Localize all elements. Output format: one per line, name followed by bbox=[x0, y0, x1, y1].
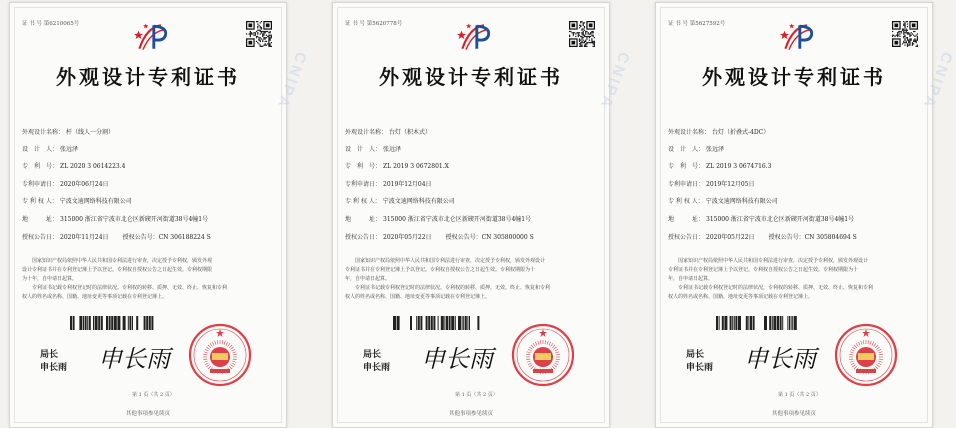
field-label: 专 利 号： bbox=[345, 163, 382, 170]
field-value: 宁波文迪网络科技有限公司 bbox=[382, 198, 455, 205]
qr-code-icon bbox=[246, 21, 272, 47]
director-block bbox=[363, 349, 390, 375]
certificate-field bbox=[345, 127, 597, 136]
field-value: 2020年05月22日 bbox=[383, 234, 432, 241]
notice-line: 专利证书记载专利权登记时的法律状况。专利权的转移、质押、无效、终止、恢复和专利 bbox=[32, 285, 228, 291]
field-label: 设 计 人： bbox=[668, 146, 705, 153]
director-signature: 申长雨 bbox=[98, 345, 170, 373]
field-label: 外观设计名称： bbox=[345, 129, 388, 136]
field-label: 专 利 号： bbox=[668, 163, 705, 170]
field-value: 2019年12月04日 bbox=[383, 181, 432, 188]
patent-certificate bbox=[9, 2, 310, 428]
field-label: 专利申请日： bbox=[345, 181, 382, 188]
field-value: 2020年11月24日 bbox=[60, 234, 109, 241]
field-extra: 授权公告号：CN 305800000 S bbox=[445, 234, 534, 241]
field-value: 2020年05月22日 bbox=[706, 234, 755, 241]
certificate-field bbox=[22, 161, 274, 170]
notice-line: 国家知识产权局依照中华人民共和国专利法进行审查，决定授予专利权，颁发外观设计 bbox=[678, 258, 869, 264]
certificate-title: 外观设计专利证书 bbox=[379, 65, 563, 89]
notice-line: 专利证书并在专利登记簿上予以登记。专利权自授权公告之日起生效。专利权期限为十 bbox=[668, 267, 859, 273]
certificate-number: 证 书 号 第6210065号 bbox=[22, 21, 80, 27]
field-label: 地 址： bbox=[668, 216, 705, 223]
official-seal-icon bbox=[834, 323, 898, 387]
field-label: 设 计 人： bbox=[22, 146, 59, 153]
field-value: 宁波文迪网络科技有限公司 bbox=[705, 198, 778, 205]
cnipa-watermark: CNIPA bbox=[918, 49, 956, 113]
barcode-icon bbox=[716, 315, 802, 329]
director-name: 申长雨 bbox=[40, 363, 68, 373]
cnipa-watermark: CNIPA bbox=[272, 49, 310, 113]
qr-code-icon bbox=[892, 21, 918, 47]
field-label: 授权公告日： bbox=[22, 234, 59, 241]
certificate-field bbox=[668, 161, 920, 170]
director-block bbox=[40, 349, 67, 375]
field-value: ZL 2019 3 0674716.3 bbox=[706, 163, 772, 170]
director-title: 局长 bbox=[686, 350, 705, 360]
certificate-field bbox=[345, 196, 597, 205]
field-label: 地 址： bbox=[345, 216, 382, 223]
notice-line: 年，自申请日起算。 bbox=[345, 276, 391, 282]
notice-line: 设计专利证书并在专利登记簿上予以登记。专利权自授权公告之日起生效。专利权期限 bbox=[22, 267, 213, 273]
field-label: 授权公告日： bbox=[345, 234, 382, 241]
field-label: 外观设计名称： bbox=[22, 129, 65, 136]
field-value: ZL 2020 3 0614223.4 bbox=[60, 163, 126, 170]
certificate-footer: 其他事项参见续页 bbox=[125, 411, 170, 417]
qr-code-icon bbox=[569, 21, 595, 47]
page-mark: 第 1 页（共 2 页） bbox=[778, 392, 821, 398]
certificate-field bbox=[22, 144, 274, 153]
field-value: 315000 浙江省宁波市北仑区新碶开河街道38号4幢1号 bbox=[706, 216, 855, 223]
certificate-field bbox=[345, 161, 597, 170]
certificate-field bbox=[668, 214, 920, 223]
certificate-number: 证 书 号 第5627592号 bbox=[668, 21, 726, 27]
director-name: 申长雨 bbox=[686, 363, 714, 373]
notice-line: 专利证书记载专利权登记时的法律状况。专利权的转移、质押、无效、终止、恢复和专利 bbox=[678, 285, 874, 291]
certificate-footer: 其他事项参见续页 bbox=[448, 411, 493, 417]
director-title: 局长 bbox=[40, 350, 59, 360]
barcode-icon bbox=[70, 315, 156, 329]
certificate-field bbox=[22, 214, 274, 223]
certificate-field bbox=[22, 179, 274, 188]
barcode-icon bbox=[393, 315, 479, 329]
certificate-field bbox=[668, 127, 920, 136]
notice-line: 为十年，自申请日起算。 bbox=[22, 276, 78, 282]
field-label: 专 利 权 人： bbox=[345, 198, 381, 205]
certificate-field bbox=[22, 127, 274, 136]
notice-line: 国家知识产权局依照中华人民共和国专利法进行审查，决定授予专利权，颁发外观设计 bbox=[355, 258, 546, 264]
field-label: 专 利 权 人： bbox=[22, 198, 58, 205]
certificate-field bbox=[345, 144, 597, 153]
field-label: 专利申请日： bbox=[22, 181, 59, 188]
field-label: 授权公告日： bbox=[668, 234, 705, 241]
field-value: 张远泽 bbox=[383, 146, 402, 153]
certificate-field bbox=[668, 232, 920, 241]
cnipa-logo-icon bbox=[134, 21, 170, 53]
field-label: 地 址： bbox=[22, 216, 59, 223]
page-mark: 第 1 页（共 2 页） bbox=[132, 392, 175, 398]
notice-line: 专利证书并在专利登记簿上予以登记。专利权自授权公告之日起生效。专利权期限为十 bbox=[345, 267, 536, 273]
field-value: 2019年12月05日 bbox=[706, 181, 755, 188]
field-extra: 授权公告号：CN 305804694 S bbox=[768, 234, 857, 241]
director-name: 申长雨 bbox=[363, 363, 391, 373]
field-value: 台灯（折叠式-4DC） bbox=[712, 129, 770, 136]
field-value: 台灯（积木式） bbox=[389, 129, 432, 136]
patent-certificate bbox=[655, 2, 956, 428]
director-title: 局长 bbox=[363, 350, 382, 360]
notice-line: 权人的姓名或名称、国籍、地址变更等事项记载在专利登记簿上。 bbox=[668, 294, 814, 300]
certificate-title: 外观设计专利证书 bbox=[702, 65, 886, 89]
page-mark: 第 1 页（共 2 页） bbox=[455, 392, 498, 398]
cnipa-watermark: CNIPA bbox=[595, 49, 633, 113]
certificate-number: 证 书 号 第5620778号 bbox=[345, 21, 403, 27]
field-value: 宁波文迪网络科技有限公司 bbox=[59, 198, 132, 205]
director-block bbox=[686, 349, 713, 375]
certificate-field bbox=[668, 179, 920, 188]
certificate-field bbox=[345, 232, 597, 241]
notice-line: 专利证书记载专利权登记时的法律状况。专利权的转移、质押、无效、终止、恢复和专利 bbox=[355, 285, 551, 291]
field-label: 专 利 权 人： bbox=[668, 198, 704, 205]
official-seal-icon bbox=[511, 323, 575, 387]
certificate-field bbox=[668, 144, 920, 153]
certificate-field bbox=[22, 196, 274, 205]
field-label: 外观设计名称： bbox=[668, 129, 711, 136]
notice-line: 年，自申请日起算。 bbox=[668, 276, 714, 282]
cnipa-logo-icon bbox=[780, 21, 816, 53]
certificate-field bbox=[668, 196, 920, 205]
cnipa-logo-icon bbox=[457, 21, 493, 53]
field-value: 张远泽 bbox=[706, 146, 725, 153]
official-seal-icon bbox=[188, 323, 252, 387]
field-label: 专利申请日： bbox=[668, 181, 705, 188]
field-label: 专 利 号： bbox=[22, 163, 59, 170]
certificate-field bbox=[345, 214, 597, 223]
patent-certificate bbox=[332, 2, 633, 428]
field-value: 2020年06月24日 bbox=[60, 181, 109, 188]
field-value: 315000 浙江省宁波市北仑区新碶开河街道38号4幢1号 bbox=[383, 216, 532, 223]
notice-line: 国家知识产权局依照中华人民共和国专利法进行审查，决定授予专利权，颁发外观 bbox=[32, 258, 213, 264]
notice-line: 权人的姓名或名称、国籍、地址变更等事项记载在专利登记簿上。 bbox=[22, 294, 168, 300]
director-signature: 申长雨 bbox=[744, 345, 816, 373]
field-value: ZL 2019 3 0672801.X bbox=[383, 163, 449, 170]
certificate-footer: 其他事项参见续页 bbox=[771, 411, 816, 417]
field-value: 张远泽 bbox=[60, 146, 79, 153]
certificate-field bbox=[22, 232, 274, 241]
field-extra: 授权公告号：CN 306188224 S bbox=[122, 234, 211, 241]
notice-line: 权人的姓名或名称、国籍、地址变更等事项记载在专利登记簿上。 bbox=[345, 294, 491, 300]
certificate-title: 外观设计专利证书 bbox=[56, 65, 240, 89]
field-value: 杆（线人一分割） bbox=[66, 129, 115, 136]
director-signature: 申长雨 bbox=[421, 345, 493, 373]
field-label: 设 计 人： bbox=[345, 146, 382, 153]
certificate-field bbox=[345, 179, 597, 188]
field-value: 315000 浙江省宁波市北仑区新碶开河街道38号4幢1号 bbox=[60, 216, 209, 223]
